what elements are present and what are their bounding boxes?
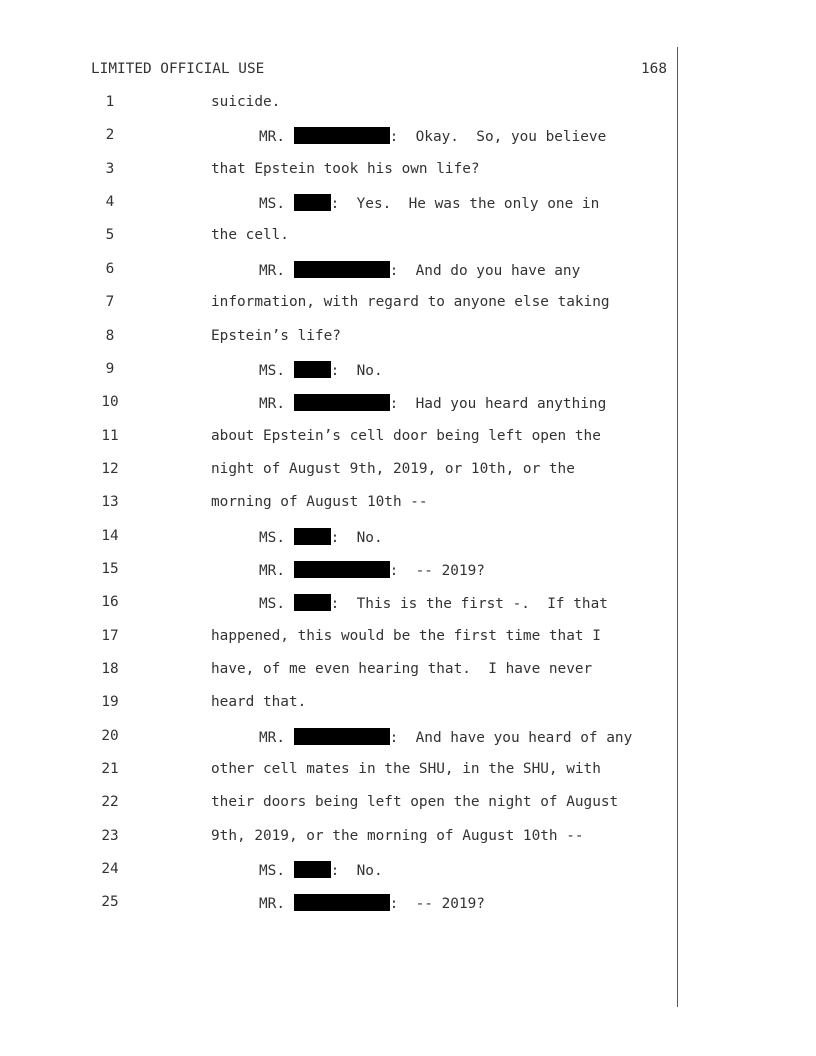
line-number: 24	[101, 861, 119, 878]
transcript-line	[0, 194, 816, 214]
speaker-text: : Yes. He was the only one in	[330, 196, 600, 213]
redaction-box	[294, 361, 331, 378]
speaker-prefix: MR.	[259, 729, 294, 746]
speaker-prefix: MS.	[259, 529, 294, 546]
line-text: Epstein’s life?	[211, 327, 341, 344]
redaction-box	[294, 394, 390, 411]
speaker-text: : No.	[330, 529, 383, 546]
line-number: 20	[101, 727, 119, 744]
line-number: 18	[101, 661, 119, 677]
redaction-box	[294, 594, 331, 611]
speaker-line	[259, 728, 632, 746]
line-text: night of August 9th, 2019, or 10th, or the	[211, 460, 575, 477]
line-number: 17	[101, 627, 119, 644]
line-text: happened, this would be the first time that I	[211, 627, 601, 644]
transcript-line	[0, 561, 816, 581]
redaction-box	[294, 127, 390, 144]
transcript-line	[0, 461, 816, 481]
line-text: morning of August 10th --	[211, 494, 428, 511]
speaker-line	[259, 194, 599, 212]
redaction-box	[294, 528, 331, 545]
speaker-line	[259, 394, 606, 412]
line-number: 1	[105, 94, 115, 110]
transcript-line	[0, 828, 816, 848]
line-number: 16	[101, 594, 119, 611]
transcript-line	[0, 728, 816, 748]
speaker-prefix: MS.	[259, 863, 294, 880]
speaker-line	[259, 361, 383, 379]
line-number: 19	[101, 694, 119, 711]
redaction-box	[294, 561, 390, 578]
speaker-text: : This is the first -. If that	[330, 596, 608, 613]
speaker-text: : Okay. So, you believe	[389, 129, 607, 146]
speaker-text: : And do you have any	[389, 262, 581, 279]
speaker-line	[259, 594, 608, 612]
transcript-line	[0, 528, 816, 548]
line-text: have, of me even hearing that. I have never	[211, 661, 593, 677]
line-number: 23	[101, 827, 119, 844]
line-text: suicide.	[211, 94, 281, 110]
transcript-line	[0, 328, 816, 348]
redaction-box	[294, 894, 390, 911]
speaker-prefix: MR.	[259, 896, 294, 913]
transcript-line	[0, 227, 816, 247]
redaction-box	[294, 261, 390, 278]
transcript-line	[0, 294, 816, 314]
speaker-text: : Had you heard anything	[389, 396, 607, 413]
line-text: that Epstein took his own life?	[211, 160, 480, 177]
line-number: 12	[101, 460, 119, 477]
transcript-line	[0, 894, 816, 914]
redaction-box	[294, 861, 331, 878]
line-number: 9	[105, 360, 115, 377]
line-text: their doors being left open the night of August	[211, 794, 619, 811]
page-number: 168	[641, 61, 667, 77]
line-number: 2	[105, 127, 115, 144]
redaction-box	[294, 194, 331, 211]
line-number: 10	[101, 394, 119, 411]
transcript-line	[0, 161, 816, 181]
speaker-line	[259, 127, 606, 145]
speaker-text: : -- 2019?	[389, 896, 485, 913]
line-text: the cell.	[211, 227, 289, 244]
transcript-line	[0, 127, 816, 147]
transcript-line	[0, 428, 816, 448]
line-number: 8	[105, 327, 115, 344]
transcript-line	[0, 361, 816, 381]
transcript-line	[0, 94, 816, 114]
speaker-prefix: MR.	[259, 262, 294, 279]
transcript-line	[0, 394, 816, 414]
line-number: 25	[101, 894, 119, 911]
speaker-text: : And have you heard of any	[389, 729, 633, 746]
page-header	[91, 61, 667, 81]
line-text: other cell mates in the SHU, in the SHU, with	[211, 761, 601, 777]
transcript-line	[0, 794, 816, 814]
line-number: 15	[101, 560, 119, 577]
transcript-line	[0, 761, 816, 781]
classification-label: LIMITED OFFICIAL USE	[91, 61, 265, 77]
transcript-line	[0, 661, 816, 681]
transcript-line	[0, 594, 816, 614]
transcript-line	[0, 494, 816, 514]
line-number: 6	[105, 260, 115, 277]
speaker-line	[259, 861, 383, 879]
line-number: 11	[101, 427, 119, 444]
redaction-box	[294, 728, 390, 745]
transcript-line	[0, 694, 816, 714]
speaker-prefix: MS.	[259, 362, 294, 379]
line-number: 13	[101, 494, 119, 511]
speaker-prefix: MR.	[259, 129, 294, 146]
line-number: 14	[101, 527, 119, 544]
transcript-line	[0, 261, 816, 281]
speaker-line	[259, 528, 383, 546]
transcript-line	[0, 861, 816, 881]
speaker-text: : No.	[330, 863, 383, 880]
line-number: 4	[105, 194, 115, 211]
speaker-prefix: MS.	[259, 596, 294, 613]
speaker-line	[259, 561, 485, 579]
line-number: 7	[105, 294, 115, 311]
line-text: information, with regard to anyone else taking	[211, 294, 610, 311]
speaker-line	[259, 894, 485, 912]
speaker-prefix: MS.	[259, 196, 294, 213]
line-number: 22	[101, 794, 119, 811]
speaker-text: : -- 2019?	[389, 562, 485, 579]
speaker-line	[259, 261, 580, 279]
line-number: 3	[105, 160, 115, 177]
speaker-text: : No.	[330, 362, 383, 379]
line-number: 5	[105, 227, 115, 244]
line-text: 9th, 2019, or the morning of August 10th --	[211, 827, 584, 844]
speaker-prefix: MR.	[259, 396, 294, 413]
speaker-prefix: MR.	[259, 562, 294, 579]
line-text: about Epstein’s cell door being left open the	[211, 427, 601, 444]
transcript-line	[0, 628, 816, 648]
line-text: heard that.	[211, 694, 307, 711]
line-number: 21	[101, 761, 119, 777]
